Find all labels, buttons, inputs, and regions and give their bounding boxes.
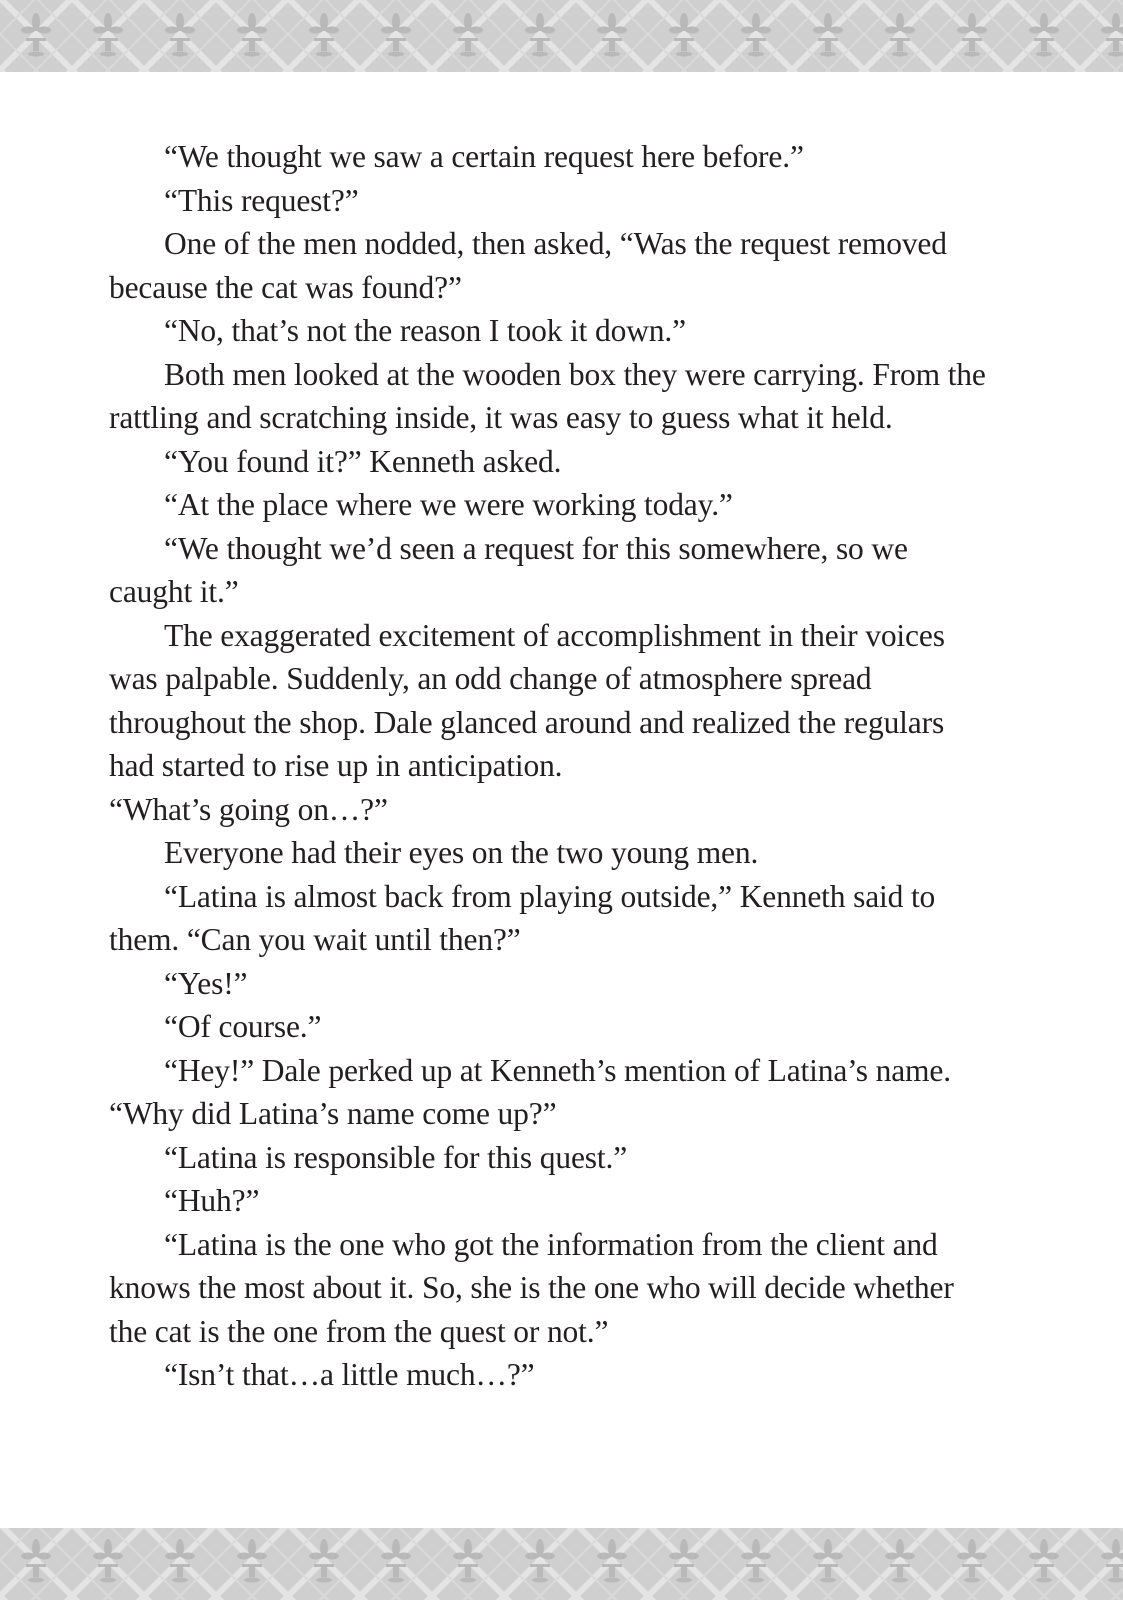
- paragraph-4: “No, that’s not the reason I took it down.”: [164, 313, 686, 348]
- paragraph-13: “Yes!”: [164, 965, 248, 1001]
- bottom-decorative-border: [0, 1528, 1123, 1600]
- paragraph-5: Both men looked at the wooden box they were carrying. From the rattling and scratching inside, it was easy to guess what it held.: [109, 356, 986, 435]
- paragraph-7: “At the place where we were working today.”: [164, 487, 733, 522]
- paragraph-15: “Hey!” Dale perked up at Kenneth’s mention of Latina’s name. “Why did Latina’s name come up?”: [109, 1052, 951, 1131]
- body-text: [109, 135, 989, 1397]
- paragraph-3: One of the men nodded, then asked, “Was the request removed because the cat was found?”: [109, 226, 947, 305]
- damask-pattern-icon: [0, 1528, 1123, 1600]
- top-decorative-border: [0, 0, 1123, 72]
- paragraph-11: Everyone had their eyes on the two young men.: [164, 835, 759, 870]
- paragraph-10: “What’s going on…?”: [109, 791, 388, 827]
- paragraph-8: “We thought we’d seen a request for this somewhere, so we caught it.”: [109, 530, 908, 609]
- paragraph-2: “This request?”: [164, 182, 359, 218]
- damask-pattern-icon: [0, 0, 1123, 72]
- paragraph-9: The exaggerated excitement of accomplishment in their voices was palpable. Suddenly, an odd change of atmosphere spread throughout the shop. Dale glanced around and realized the regulars had started to rise up in anticipation.: [109, 617, 945, 783]
- paragraph-16: “Latina is responsible for this quest.”: [164, 1139, 628, 1175]
- paragraph-14: “Of course.”: [164, 1009, 322, 1044]
- paragraph-1: “We thought we saw a certain request here before.”: [164, 139, 804, 174]
- paragraph-17: “Huh?”: [164, 1183, 260, 1218]
- paragraph-18: “Latina is the one who got the information from the client and knows the most about it. So, she is the one who will decide whether the cat is the one from the quest or not.”: [109, 1226, 954, 1349]
- paragraph-12: “Latina is almost back from playing outside,” Kenneth said to them. “Can you wait until then?”: [109, 878, 936, 957]
- paragraph-6: “You found it?” Kenneth asked.: [164, 443, 562, 479]
- paragraph-19: “Isn’t that…a little much…?”: [164, 1357, 535, 1392]
